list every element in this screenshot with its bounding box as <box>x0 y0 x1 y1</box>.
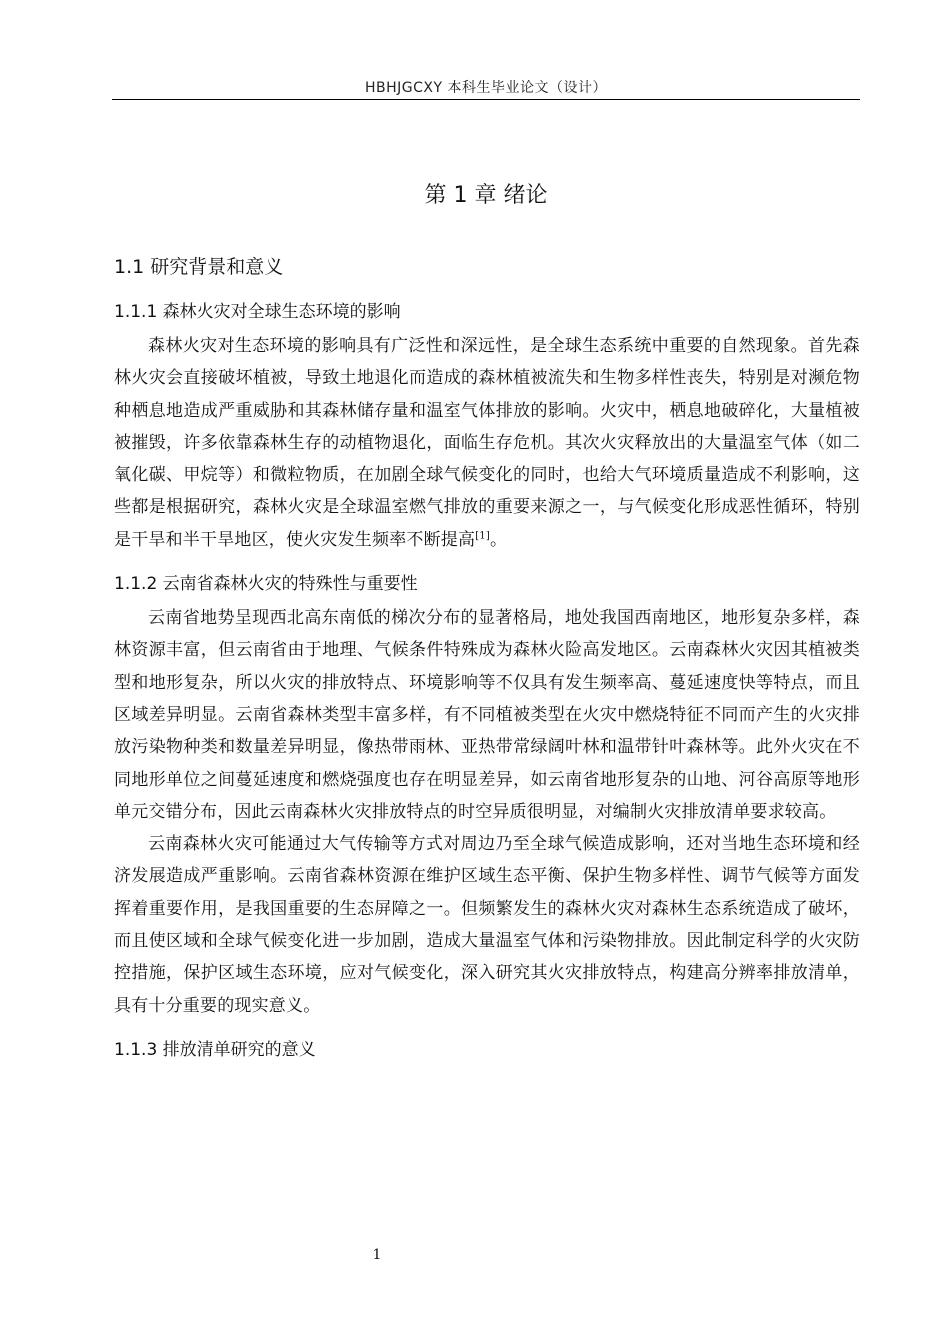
paragraph-1-1-1-text: 森林火灾对生态环境的影响具有广泛性和深远性，是全球生态系统中重要的自然现象。首先森林火灾会直接破坏植被，导致土地退化而造成的森林植被流失和生物多样性丧失，特别是对濒危物种栖息地造成严重威胁和其森林储存量和温室气体排放的影响。火灾中，栖息地破碎化，大量植被被摧毁，许多依靠森林生存的动植物退化，面临生存危机。其次火灾释放出的大量温室气体（如二氧化碳、甲烷等）和微粒物质，在加剧全球气候变化的同时，也给大气环境质量造成不利影响，这些都是根据研究，森林火灾是全球温室燃气排放的重要来源之一，与气候变化形成恶性循环，特别是干旱和半干旱地区，使火灾发生频率不断提高 <box>114 336 860 550</box>
chapter-title: 第 1 章 绪论 <box>424 183 548 208</box>
section-heading-1-1-2: 1.1.2 云南省森林火灾的特殊性与重要性 <box>114 574 418 595</box>
page-header: HBHJGCXY 本科生毕业论文（设计） <box>364 80 607 96</box>
paragraph-1-1-2-a: 云南省地势呈现西北高东南低的梯次分布的显著格局，地处我国西南地区，地形复杂多样，森林资源丰富，但云南省由于地理、气候条件特殊成为森林火险高发地区。云南森林火灾因其植被类型和地形复杂，所以火灾的排放特点、环境影响等不仅具有发生频率高、蔓延速度快等特点，而且区域差异明显。云南省森林类型丰富多样，有不同植被类型在火灾中燃烧特征不同而产生的火灾排放污染物种类和数量差异明显，像热带雨林、亚热带常绿阔叶林和温带针叶森林等。此外火灾在不同地形单位之间蔓延速度和燃烧强度也存在明显差异，如云南省地形复杂的山地、河谷高原等地形单元交错分布，因此云南森林火灾排放特点的时空异质很明显，对编制火灾排放清单要求较高。 <box>114 608 860 822</box>
citation-ref[interactable]: [1] <box>475 530 490 542</box>
section-heading-1-1: 1.1 研究背景和意义 <box>114 256 284 278</box>
paragraph-1-1-2-b: 云南森林火灾可能通过大气传输等方式对周边乃至全球气候造成影响，还对当地生态环境和经济发展造成严重影响。云南省森林资源在维护区域生态平衡、保护生物多样性、调节气候等方面发挥着重要作用，是我国重要的生态屏障之一。但频繁发生的森林火灾对森林生态系统造成了破坏，而且使区域和全球气候变化进一步加剧，造成大量温室气体和污染物排放。因此制定科学的火灾防控措施，保护区域生态环境，应对气候变化，深入研究其火灾排放特点，构建高分辨率排放清单，具有十分重要的现实意义。 <box>114 834 860 1016</box>
paragraph-1-1-1 <box>114 330 860 556</box>
main-content <box>114 252 860 1068</box>
paragraph-1-1-1-end: 。 <box>489 529 508 550</box>
section-heading-1-1-3: 1.1.3 排放清单研究的意义 <box>114 1039 316 1060</box>
page-number: 1 <box>372 1247 382 1263</box>
header-rule <box>112 99 860 100</box>
section-heading-1-1-1: 1.1.1 森林火灾对全球生态环境的影响 <box>114 302 401 322</box>
